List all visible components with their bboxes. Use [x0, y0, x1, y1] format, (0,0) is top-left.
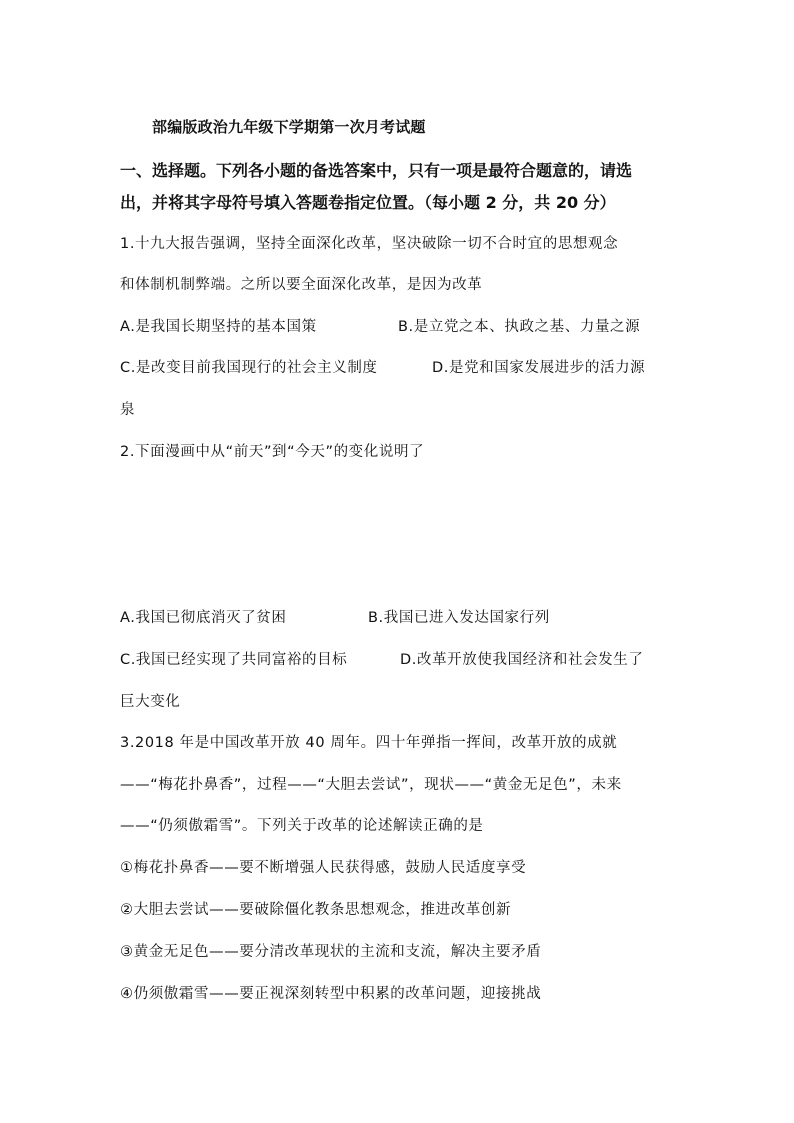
q3-item-3: ③黄金无足色——要分清改革现状的主流和支流，解决主要矛盾	[120, 944, 542, 960]
q3-item-2: ②大胆去尝试——要破除僵化教条思想观念，推进改革创新	[120, 902, 512, 918]
q2-option-b: B.我国已进入发达国家行列	[368, 610, 550, 626]
q1-option-d: D.是党和国家发展进步的活力源	[432, 360, 646, 376]
q3-item-1: ①梅花扑鼻香——要不断增强人民获得感，鼓励人民适度享受	[120, 860, 527, 876]
q1-stem-line-2: 和体制机制弊端。之所以要全面深化改革，是因为改革	[120, 277, 483, 293]
comic-placeholder	[120, 470, 675, 590]
q1-option-d-continued: 泉	[120, 402, 136, 418]
q3-item-4: ④仍须傲霜雪——要正视深刻转型中积累的改革问题，迎接挑战	[120, 986, 542, 1002]
q3-stem-line-2: ——“梅花扑鼻香”，过程——“大胆去尝试”，现状——“黄金无足色”，未来	[120, 777, 622, 793]
q2-option-d: D.改革开放使我国经济和社会发生了	[400, 652, 644, 668]
q2-option-c: C.我国已经实现了共同富裕的目标	[120, 652, 348, 668]
q2-stem: 2.下面漫画中从“前天”到“今天”的变化说明了	[120, 444, 425, 460]
q3-stem-line-3: ——“仍须傲霜雪”。下列关于改革的论述解读正确的是	[120, 818, 484, 834]
page-title: 部编版政治九年级下学期第一次月考试题	[152, 118, 426, 136]
q1-stem-line-1: 1.十九大报告强调，坚持全面深化改革，坚决破除一切不合时宜的思想观念	[120, 236, 619, 252]
q3-stem-line-1: 3.2018 年是中国改革开放 40 周年。四十年弹指一挥间，改革开放的成就	[120, 735, 618, 751]
q2-option-d-continued: 巨大变化	[120, 694, 181, 710]
q1-option-b: B.是立党之本、执政之基、力量之源	[398, 319, 641, 335]
q1-option-c: C.是改变目前我国现行的社会主义制度	[120, 360, 378, 376]
q1-option-a: A.是我国长期坚持的基本国策	[120, 319, 317, 335]
section-instruction-line-2: 出，并将其字母符号填入答题卷指定位置。（每小题 2 分，共 20 分）	[120, 193, 616, 212]
section-instruction-line-1: 一、选择题。下列各小题的备选答案中，只有一项是最符合题意的，请选	[120, 161, 633, 180]
q2-option-a: A.我国已彻底消灭了贫困	[120, 610, 287, 626]
